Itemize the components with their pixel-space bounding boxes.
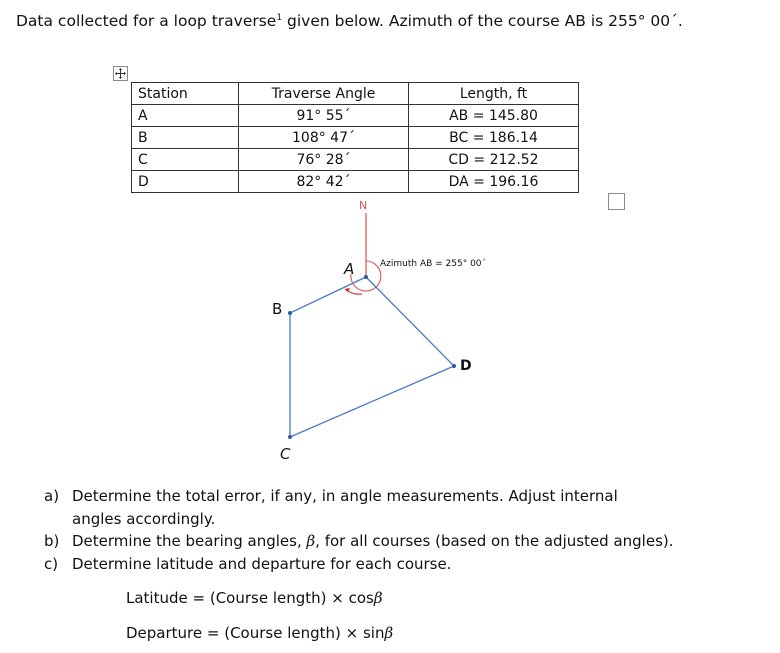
beta-symbol: β	[384, 624, 394, 642]
traverse-course-lines	[290, 277, 454, 437]
station-cell: B	[132, 127, 239, 149]
length-cell: CD = 212.52	[409, 149, 579, 171]
footnote-marker: 1	[276, 13, 283, 23]
length-cell: DA = 196.16	[409, 171, 579, 193]
header-length: Length, ft	[409, 83, 579, 105]
problem-statement: Data collected for a loop traverse$^1$ given below. Azimuth of the course AB is 255° 00´.	[16, 12, 683, 30]
north-label: N	[359, 199, 368, 212]
question-c: c) Determine latitude and departure for each course.	[44, 554, 452, 573]
beta-symbol: β	[373, 589, 383, 607]
question-a-continued: angles accordingly.	[72, 509, 216, 528]
station-point-a	[364, 275, 368, 279]
station-label-d: D	[460, 358, 472, 374]
angle-cell: 91° 55´	[239, 105, 409, 127]
station-point-c	[288, 435, 292, 439]
station-label-a: A	[344, 260, 355, 278]
latitude-formula: Latitude = (Course length) × cosβ	[126, 589, 383, 607]
length-cell: AB = 145.80	[409, 105, 579, 127]
header-traverse-angle: Traverse Angle	[239, 83, 409, 105]
station-point-d	[452, 364, 456, 368]
header-station: Station	[132, 83, 239, 105]
station-cell: D	[132, 171, 239, 193]
question-a: a) Determine the total error, if any, in angle measurements. Adjust internal	[44, 487, 618, 505]
station-point-b	[288, 311, 292, 315]
length-cell: BC = 186.14	[409, 127, 579, 149]
angle-cell: 82° 42´	[239, 171, 409, 193]
station-label-b: B	[272, 300, 283, 318]
beta-symbol: β	[306, 532, 316, 550]
azimuth-label: Azimuth AB = 255° 00´	[380, 259, 487, 269]
question-b: b) Determine the bearing angles, β, for all courses (based on the adjusted angles).	[44, 532, 674, 550]
station-label-c: C	[280, 445, 291, 463]
departure-formula: Departure = (Course length) × sinβ	[126, 624, 394, 642]
question-list	[44, 485, 674, 575]
station-cell: C	[132, 149, 239, 171]
angle-cell: 76° 28´	[239, 149, 409, 171]
station-cell: A	[132, 105, 239, 127]
angle-cell: 108° 47´	[239, 127, 409, 149]
